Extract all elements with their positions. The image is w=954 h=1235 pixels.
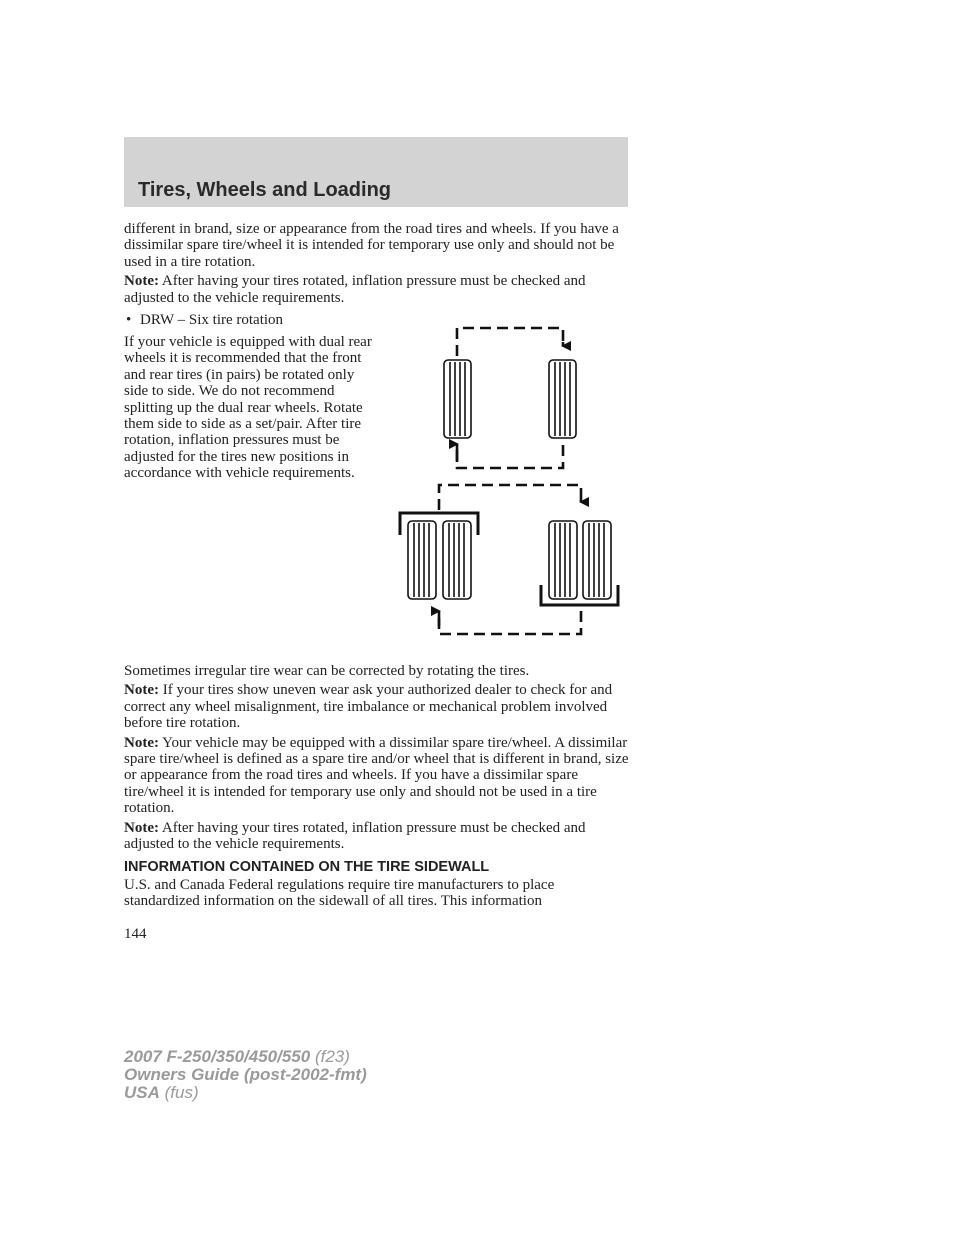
bullet-item	[124, 312, 283, 328]
tire-rotation-diagram	[395, 322, 625, 642]
section-text: U.S. and Canada Federal regulations require tire manufacturers to place standardized information on the sidewall of all tires. This information	[124, 877, 555, 910]
front-left-tire	[444, 360, 471, 438]
footer-line-model: 2007 F-250/350/450/550 (f23)	[124, 1047, 350, 1066]
section-header-band	[124, 137, 628, 207]
rear-left-outer-tire	[408, 521, 436, 599]
section-title: Tires, Wheels and Loading	[138, 179, 392, 201]
note-label: Note:	[124, 273, 159, 290]
page-number: 144	[124, 926, 147, 942]
paragraph: different in brand, size or appearance from the road tires and wheels. If you have a dissimilar spare tire/wheel it is intended for temporary use only and should not be used in a tire rotation.	[124, 221, 619, 270]
bullet-symbol: •	[126, 312, 132, 328]
rear-right-outer-tire	[583, 521, 611, 599]
footer-line-region: USA (fus)	[124, 1083, 199, 1102]
top-text-block	[124, 221, 630, 306]
bullet-text: DRW – Six tire rotation	[140, 312, 284, 328]
note-label: Note:	[124, 682, 159, 699]
note-paragraph: Note: If your tires show uneven wear ask your authorized dealer to check for and correct any wheel misalignment, tire imbalance or mechanical problem involved before tire rotation.	[124, 682, 613, 732]
rotation-instructions: If your vehicle is equipped with dual rear wheels it is recommended that the front and rear tires (in pairs) be rotated only side to side. We do not recommend splitting up the dual rear wheels. Rotate them side to side as a set/pair. After tire rotation, inflation pressures must be adjusted for the tires new positions in accordance with vehicle requirements.	[124, 334, 372, 482]
note-paragraph: Note: After having your tires rotated, inflation pressure must be checked and adjusted to the vehicle requirements.	[124, 273, 586, 306]
note-label: Note:	[124, 734, 159, 751]
paragraph: Sometimes irregular tire wear can be corrected by rotating the tires.	[124, 663, 530, 679]
bottom-text-block	[124, 663, 630, 852]
note-label: Note:	[124, 819, 159, 836]
document-footer	[124, 1048, 367, 1102]
note-paragraph: Note: After having your tires rotated, inflation pressure must be checked and adjusted to the vehicle requirements.	[124, 819, 586, 853]
note-paragraph: Note: Your vehicle may be equipped with a dissimilar spare tire/wheel. A dissimilar spare tire/wheel is defined as a spare tire and/or wheel that is different in brand, size or appearance from the road tires and wheels. If you have a dissimilar spare tire/wheel it is intended for temporary use only and should not be used in a tire rotation.	[124, 734, 629, 817]
rear-left-inner-tire	[443, 521, 471, 599]
footer-line-guide: Owners Guide (post-2002-fmt)	[124, 1065, 367, 1084]
rear-right-inner-tire	[549, 521, 577, 599]
front-right-tire	[549, 360, 576, 438]
section-heading: INFORMATION CONTAINED ON THE TIRE SIDEWALL	[124, 859, 490, 875]
front-rotation-path	[457, 328, 563, 468]
